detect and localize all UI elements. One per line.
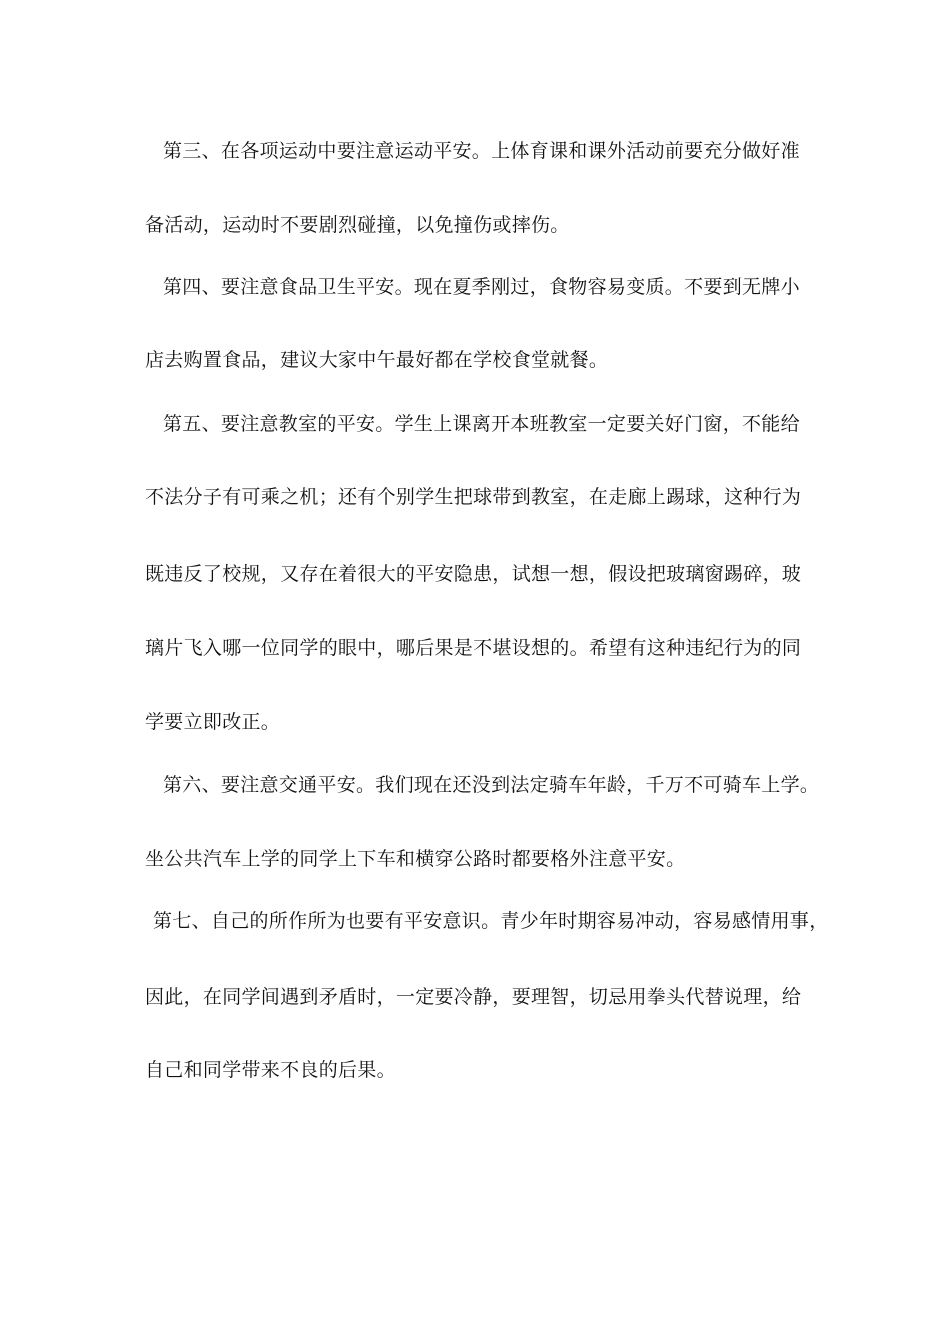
- paragraph-5-line-2: 不法分子有可乘之机；还有个别学生把球带到教室，在走廊上踢球，这种行为: [145, 486, 802, 508]
- paragraph-5-line-3: 既违反了校规，又存在着很大的平安隐患，试想一想，假设把玻璃窗踢碎，玻: [145, 563, 802, 585]
- paragraph-6-line-1: 第六、要注意交通平安。我们现在还没到法定骑车年龄，千万不可骑车上学。: [163, 774, 820, 796]
- paragraph-3-line-2: 备活动，运动时不要剧烈碰撞，以免撞伤或摔伤。: [145, 214, 570, 236]
- paragraph-7-line-1: 第七、自己的所作所为也要有平安意识。青少年时期容易冲动，容易感情用事，: [153, 910, 829, 932]
- paragraph-4-line-2: 店去购置食品，建议大家中午最好都在学校食堂就餐。: [145, 349, 609, 371]
- paragraph-6-line-2: 坐公共汽车上学的同学上下车和横穿公路时都要格外注意平安。: [145, 848, 686, 870]
- paragraph-3-line-1: 第三、在各项运动中要注意运动平安。上体育课和课外活动前要充分做好准: [163, 140, 800, 162]
- paragraph-5-line-4: 璃片飞入哪一位同学的眼中，哪后果是不堪设想的。希望有这种违纪行为的同: [145, 637, 802, 659]
- paragraph-7-line-3: 自己和同学带来不良的后果。: [145, 1059, 396, 1081]
- paragraph-5-line-5: 学要立即改正。: [145, 711, 281, 733]
- paragraph-7-line-2: 因此，在同学间遇到矛盾时，一定要冷静，要理智，切忌用拳头代替说理，给: [145, 986, 802, 1008]
- paragraph-4-line-1: 第四、要注意食品卫生平安。现在夏季刚过，食物容易变质。不要到无牌小: [163, 276, 800, 298]
- paragraph-5-line-1: 第五、要注意教室的平安。学生上课离开本班教室一定要关好门窗，不能给: [163, 413, 800, 435]
